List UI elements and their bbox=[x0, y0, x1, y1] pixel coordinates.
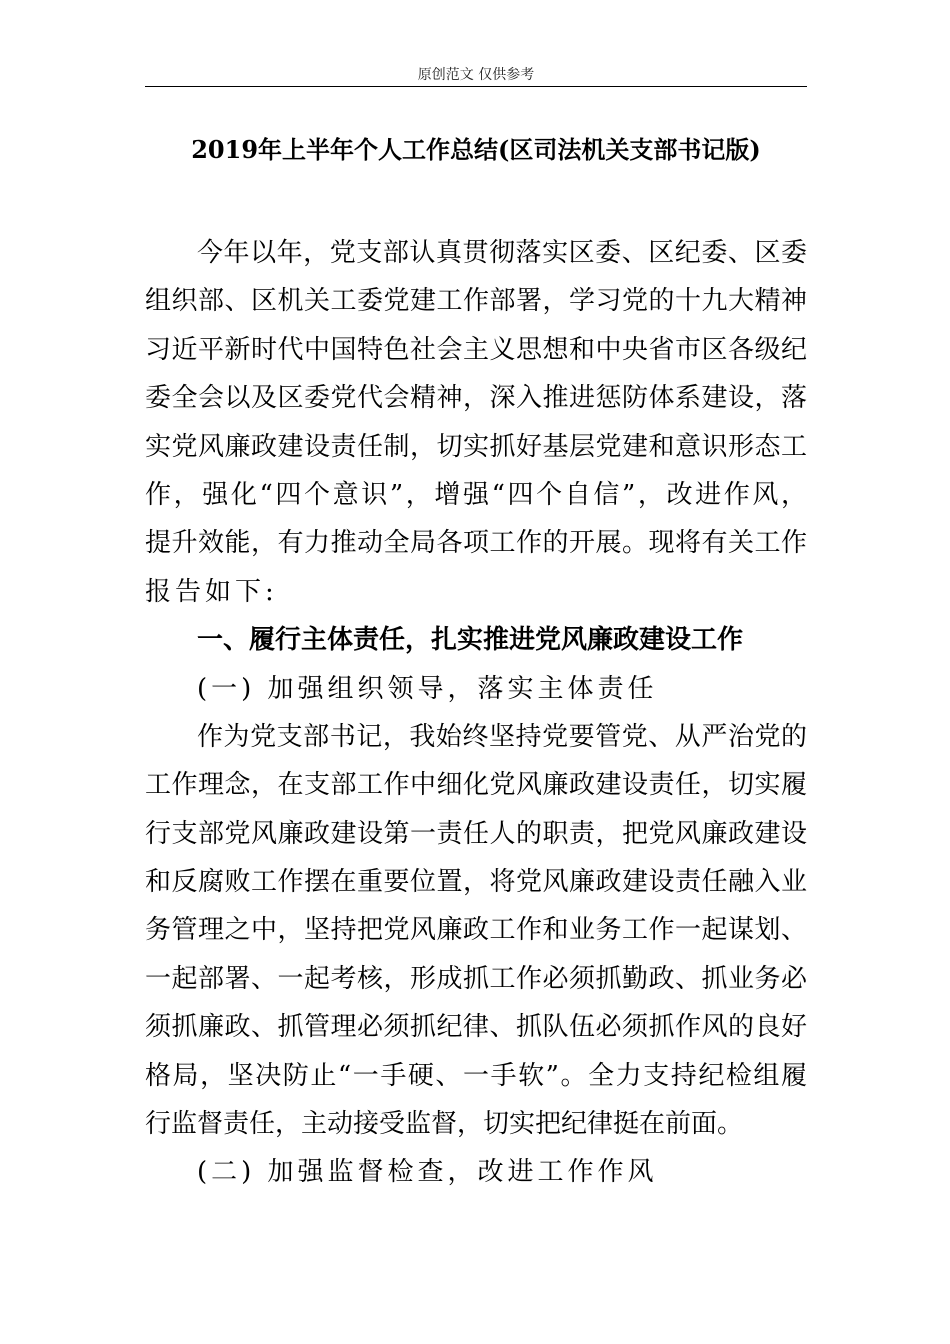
body-line: 行支部党风廉政建设第一责任人的职责，把党风廉政建设 bbox=[145, 818, 807, 849]
subsection-heading: (二) 加强监督检查，改进工作作风 bbox=[197, 1157, 658, 1188]
body-line: 作为党支部书记，我始终坚持党要管党、从严治党的 bbox=[197, 721, 807, 752]
body-line: 作，强化“四个意识”，增强“四个自信”，改进作风， bbox=[145, 479, 807, 510]
body-line: 务管理之中，坚持把党风廉政工作和业务工作一起谋划、 bbox=[145, 915, 807, 946]
page-header: 原创范文 仅供参考 bbox=[417, 67, 535, 83]
section-heading: 一、履行主体责任，扎实推进党风廉政建设工作 bbox=[197, 625, 744, 656]
header-divider bbox=[145, 86, 807, 87]
body-line: 一起部署、一起考核，形成抓工作必须抓勤政、抓业务必 bbox=[145, 963, 807, 994]
body-line: 和反腐败工作摆在重要位置，将党风廉政建设责任融入业 bbox=[145, 867, 807, 898]
body-line: 提升效能，有力推动全局各项工作的开展。现将有关工作 bbox=[145, 528, 807, 559]
document-body bbox=[145, 229, 807, 1197]
body-line: 组织部、区机关工委党建工作部署，学习党的十九大精神 bbox=[145, 286, 807, 317]
subsection-heading: (一) 加强组织领导，落实主体责任 bbox=[197, 673, 658, 704]
body-line: 格局，坚决防止“一手硬、一手软”。全力支持纪检组履 bbox=[145, 1060, 807, 1091]
document-title: 2019年上半年个人工作总结(区司法机关支部书记版) bbox=[191, 135, 761, 164]
body-line: 实党风廉政建设责任制，切实抓好基层党建和意识形态工 bbox=[145, 431, 807, 462]
body-line: 今年以年，党支部认真贯彻落实区委、区纪委、区委 bbox=[197, 238, 807, 268]
body-line: 须抓廉政、抓管理必须抓纪律、抓队伍必须抓作风的良好 bbox=[145, 1012, 807, 1043]
body-line: 工作理念，在支部工作中细化党风廉政建设责任，切实履 bbox=[145, 770, 807, 801]
body-line: 行监督责任，主动接受监督，切实把纪律挺在前面。 bbox=[145, 1109, 744, 1140]
body-line: 习近平新时代中国特色社会主义思想和中央省市区各级纪 bbox=[145, 334, 807, 365]
body-line: 委全会以及区委党代会精神，深入推进惩防体系建设，落 bbox=[145, 383, 807, 414]
body-line: 报告如下: bbox=[145, 576, 278, 607]
